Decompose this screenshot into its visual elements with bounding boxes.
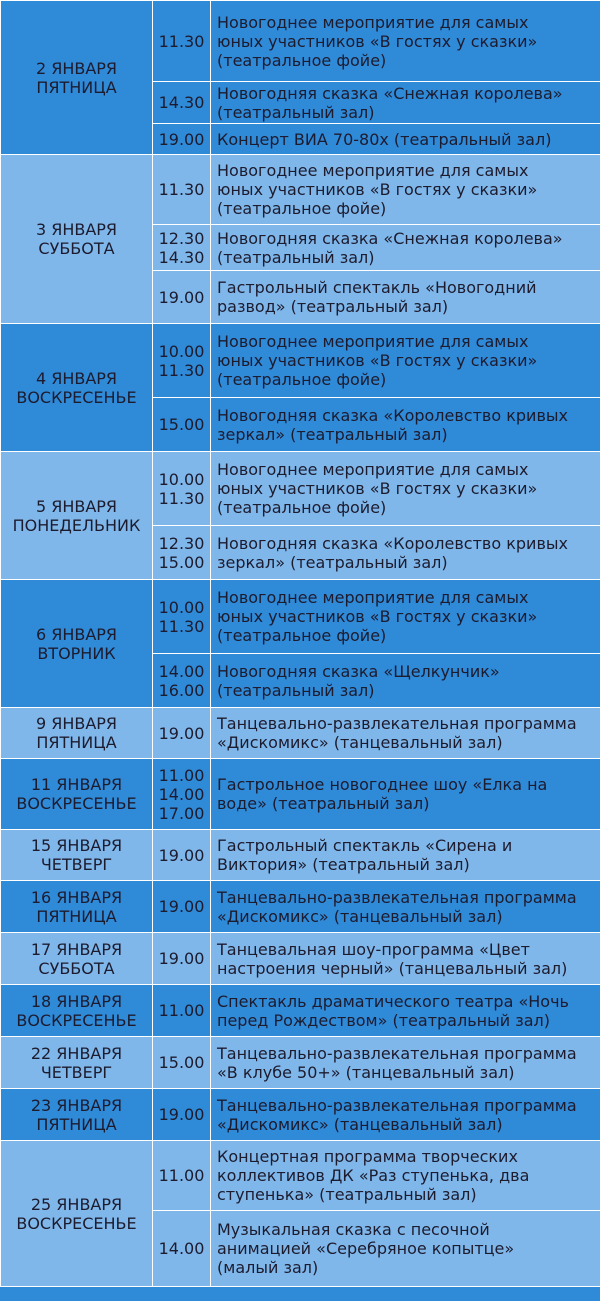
event-row [1, 580, 600, 654]
event-cell [211, 1089, 600, 1141]
event-description: зеркал» (театральный зал) [217, 552, 448, 572]
event-description: Музыкальная сказка с песочной [217, 1220, 490, 1239]
time-cell [153, 1089, 211, 1141]
event-row [1, 708, 600, 759]
event-description: Концерт ВИА 70-80х (театральный зал) [217, 129, 552, 149]
event-row [1, 759, 600, 830]
event-time: 16.00 [158, 680, 205, 700]
day-date: 6 ЯНВАРЯ [35, 624, 118, 644]
event-time: 12.30 [158, 228, 205, 248]
date-cell [1, 1, 153, 155]
event-time: 11.00 [158, 765, 205, 785]
event-description: перед Рождеством» (театральный зал) [217, 1010, 550, 1030]
event-time: 19.00 [158, 129, 205, 149]
event-time: 19.00 [158, 1105, 205, 1124]
event-time: 11.30 [158, 31, 205, 51]
time-cell [153, 708, 211, 759]
event-description: Концертная программа творческих [217, 1147, 518, 1166]
time-cell [153, 398, 211, 452]
date-cell [1, 1089, 153, 1141]
day-weekday: ПЯТНИЦА [36, 77, 117, 97]
time-cell [153, 82, 211, 124]
event-description: юных участников «В гостях у сказки» [217, 479, 538, 498]
date-cell [1, 985, 153, 1037]
event-time: 17.00 [158, 803, 205, 823]
date-cell [1, 881, 153, 933]
date-cell [1, 324, 153, 452]
event-time: 19.00 [158, 845, 205, 865]
event-description: Новогодняя сказка «Снежная королева» [217, 228, 563, 248]
time-cell [153, 1211, 211, 1287]
day-weekday: ЧЕТВЕРГ [40, 855, 113, 874]
event-description: «Дискомикс» (танцевальный зал) [217, 733, 503, 752]
event-cell [211, 124, 600, 155]
event-row [1, 933, 600, 985]
event-cell [211, 225, 600, 271]
event-description: Танцевально-развлекательная программа [217, 714, 577, 733]
day-weekday: ПЯТНИЦА [36, 733, 117, 752]
event-time: 10.00 [158, 341, 205, 361]
day-group [1, 580, 600, 708]
day-date: 16 ЯНВАРЯ [30, 887, 123, 907]
event-cell [211, 526, 600, 580]
event-row [1, 1037, 600, 1089]
day-date: 5 ЯНВАРЯ [35, 496, 118, 516]
day-group [1, 1037, 600, 1089]
event-time: 14.00 [158, 1239, 205, 1258]
day-date: 9 ЯНВАРЯ [35, 714, 118, 733]
event-description: (театральное фойе) [217, 498, 387, 517]
time-cell [153, 881, 211, 933]
day-weekday: ВОСКРЕСЕНЬЕ [16, 1213, 137, 1233]
date-cell [1, 1037, 153, 1089]
event-description: Новогодняя сказка «Королевство кривых [217, 405, 568, 425]
day-date: 2 ЯНВАРЯ [35, 58, 118, 78]
event-description: Новогоднее мероприятие для самых [217, 460, 529, 479]
event-description: Спектакль драматического театра «Ночь [217, 991, 569, 1011]
event-cell [211, 580, 600, 654]
event-time: 14.00 [158, 784, 205, 804]
event-description: (малый зал) [217, 1258, 319, 1277]
event-time: 19.00 [158, 897, 205, 916]
event-description: Танцевально-развлекательная программа [217, 1043, 577, 1063]
day-group [1, 452, 600, 580]
date-cell [1, 933, 153, 985]
day-weekday: ПЯТНИЦА [36, 906, 117, 926]
day-date: 4 ЯНВАРЯ [35, 368, 118, 388]
event-time: 11.30 [158, 616, 205, 636]
day-date: 15 ЯНВАРЯ [30, 836, 123, 855]
time-cell [153, 452, 211, 526]
event-time: 19.00 [158, 949, 205, 968]
event-description: Танцевально-развлекательная программа [217, 887, 577, 907]
time-cell [153, 830, 211, 881]
event-cell [211, 759, 600, 830]
day-group [1, 985, 600, 1037]
event-description: Новогодняя сказка «Королевство кривых [217, 533, 568, 553]
event-cell [211, 1037, 600, 1089]
event-time: 15.00 [158, 1053, 205, 1072]
day-group [1, 881, 600, 933]
event-description: Виктория» (театральный зал) [217, 855, 470, 874]
day-group [1, 324, 600, 452]
time-cell [153, 324, 211, 398]
event-cell [211, 830, 600, 881]
event-cell [211, 654, 600, 708]
event-time: 19.00 [158, 287, 205, 307]
day-date: 3 ЯНВАРЯ [35, 220, 118, 239]
event-description: Гастрольный спектакль «Новогодний [217, 278, 537, 297]
event-description: Новогодняя сказка «Снежная королева» [217, 83, 563, 103]
date-cell [1, 452, 153, 580]
date-cell [1, 1141, 153, 1287]
event-cell [211, 708, 600, 759]
event-cell [211, 398, 600, 452]
event-description: (театральный зал) [217, 247, 375, 267]
event-time: 10.00 [158, 597, 205, 617]
event-row [1, 985, 600, 1037]
event-cell [211, 271, 600, 324]
time-cell [153, 155, 211, 225]
time-cell [153, 985, 211, 1037]
event-time: 10.00 [158, 469, 205, 489]
event-time: 11.00 [158, 1166, 205, 1185]
day-date: 11 ЯНВАРЯ [30, 775, 123, 794]
event-time: 12.30 [158, 533, 205, 553]
event-description: юных участников «В гостях у сказки» [217, 180, 538, 199]
time-cell [153, 1141, 211, 1211]
event-description: Танцевально-развлекательная программа [217, 1095, 577, 1115]
event-description: «Дискомикс» (танцевальный зал) [217, 906, 503, 926]
event-description: воде» (театральный зал) [217, 794, 430, 813]
event-description: юных участников «В гостях у сказки» [217, 351, 538, 370]
day-date: 23 ЯНВАРЯ [30, 1095, 123, 1115]
event-row [1, 1089, 600, 1141]
time-cell [153, 271, 211, 324]
day-weekday: ВОСКРЕСЕНЬЕ [16, 387, 137, 407]
date-cell [1, 708, 153, 759]
event-time: 14.30 [158, 93, 205, 112]
day-weekday: ВТОРНИК [37, 643, 116, 663]
event-description: «Дискомикс» (танцевальный зал) [217, 1114, 503, 1134]
event-description: (театральное фойе) [217, 50, 387, 70]
event-time: 15.00 [158, 415, 205, 434]
day-weekday: ПЯТНИЦА [36, 1114, 117, 1134]
event-description: (театральный зал) [217, 680, 375, 700]
time-cell [153, 933, 211, 985]
day-date: 17 ЯНВАРЯ [30, 939, 123, 959]
event-description: (театральное фойе) [217, 199, 387, 218]
event-cell [211, 1141, 600, 1211]
day-group [1, 759, 600, 830]
time-cell [153, 580, 211, 654]
day-weekday: ПОНЕДЕЛЬНИК [12, 515, 141, 535]
time-cell [153, 225, 211, 271]
event-description: Гастрольное новогоднее шоу «Елка на [217, 775, 548, 794]
event-description: развод» (театральный зал) [217, 297, 449, 316]
day-group [1, 708, 600, 759]
event-cell [211, 452, 600, 526]
event-description: юных участников «В гостях у сказки» [217, 31, 538, 51]
event-row [1, 830, 600, 881]
event-time: 19.00 [158, 723, 205, 743]
event-row [1, 1, 600, 82]
date-cell [1, 155, 153, 324]
event-cell [211, 324, 600, 398]
event-description: анимацией «Серебряное копытце» [217, 1239, 515, 1258]
day-group [1, 1089, 600, 1141]
event-description: Новогоднее мероприятие для самых [217, 588, 529, 607]
day-weekday: ВОСКРЕСЕНЬЕ [16, 1010, 137, 1030]
event-description: ступенька» (театральный зал) [217, 1185, 477, 1204]
event-time: 11.30 [158, 180, 205, 199]
day-weekday: СУББОТА [38, 958, 115, 978]
event-cell [211, 1, 600, 82]
event-description: (театральное фойе) [217, 626, 387, 645]
time-cell [153, 759, 211, 830]
event-cell [211, 155, 600, 225]
day-date: 25 ЯНВАРЯ [30, 1194, 123, 1214]
event-description: настроения черный» (танцевальный зал) [217, 958, 568, 978]
event-cell [211, 1211, 600, 1287]
event-cell [211, 82, 600, 124]
time-cell [153, 1, 211, 82]
day-group [1, 830, 600, 881]
date-cell [1, 759, 153, 830]
event-time: 15.00 [158, 552, 205, 572]
event-cell [211, 985, 600, 1037]
event-row [1, 881, 600, 933]
event-time: 14.30 [158, 247, 205, 267]
event-time: 11.00 [158, 1001, 205, 1020]
day-group [1, 155, 600, 324]
day-date: 22 ЯНВАРЯ [30, 1043, 123, 1063]
event-row [1, 1141, 600, 1211]
event-cell [211, 881, 600, 933]
event-time: 14.00 [158, 661, 205, 681]
day-weekday: ВОСКРЕСЕНЬЕ [16, 794, 137, 813]
event-row [1, 452, 600, 526]
event-row [1, 324, 600, 398]
date-cell [1, 580, 153, 708]
day-weekday: ЧЕТВЕРГ [40, 1062, 113, 1082]
time-cell [153, 654, 211, 708]
time-cell [153, 1037, 211, 1089]
day-group [1, 933, 600, 985]
event-description: Новогоднее мероприятие для самых [217, 12, 529, 32]
day-group [1, 1141, 600, 1287]
event-time: 11.30 [158, 360, 205, 380]
event-description: Танцевальная шоу-программа «Цвет [217, 939, 530, 959]
event-description: (театральное фойе) [217, 370, 387, 389]
date-cell [1, 830, 153, 881]
event-description: юных участников «В гостях у сказки» [217, 607, 538, 626]
event-description: коллективов ДК «Раз ступенька, два [217, 1166, 530, 1185]
event-description: Новогоднее мероприятие для самых [217, 161, 529, 180]
event-description: Новогоднее мероприятие для самых [217, 332, 529, 351]
day-weekday: СУББОТА [38, 239, 115, 258]
event-description: Новогодняя сказка «Щелкунчик» [217, 661, 500, 681]
day-group [1, 1, 600, 155]
event-description: Гастрольный спектакль «Сирена и [217, 836, 513, 855]
event-time: 11.30 [158, 488, 205, 508]
day-date: 18 ЯНВАРЯ [30, 991, 123, 1011]
event-cell [211, 933, 600, 985]
event-row [1, 155, 600, 225]
event-description: зеркал» (театральный зал) [217, 424, 448, 444]
time-cell [153, 526, 211, 580]
event-description: (театральный зал) [217, 102, 375, 122]
event-description: «В клубе 50+» (танцевальный зал) [217, 1062, 515, 1082]
time-cell [153, 124, 211, 155]
